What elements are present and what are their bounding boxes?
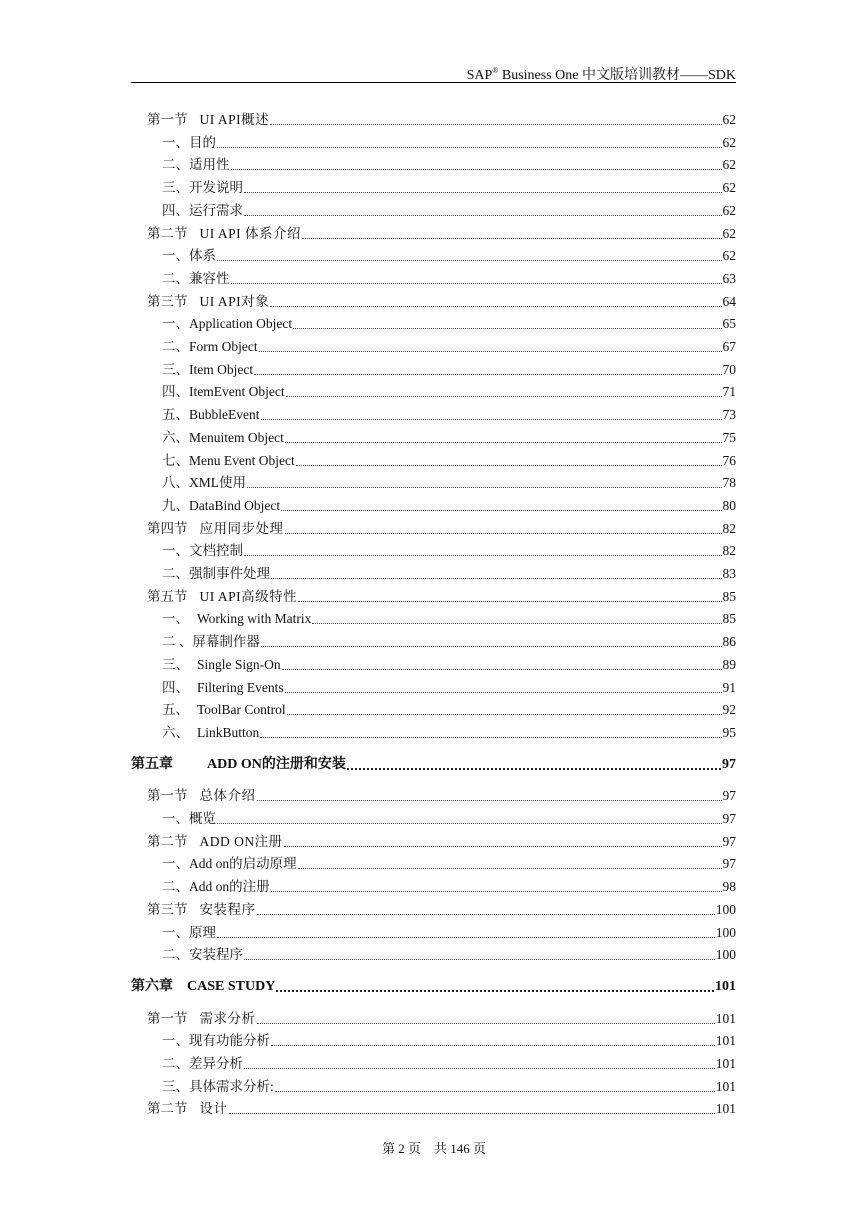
toc-leader-dots	[347, 767, 721, 770]
toc-entry-title: UI API概述	[199, 112, 270, 127]
toc-leader-dots	[247, 486, 722, 488]
toc-entry-page: 62	[722, 157, 736, 173]
toc-entry-number: 第二节	[147, 1101, 188, 1117]
toc-entry-number: 二、	[162, 157, 189, 173]
toc-entry-page: 71	[722, 384, 736, 400]
toc-entry[interactable]	[147, 516, 736, 538]
toc-entry[interactable]	[162, 851, 736, 873]
toc-entry-title: Item Object	[189, 361, 254, 377]
toc-entry-number: 二、	[162, 879, 189, 895]
toc-entry-number: 一、	[162, 316, 189, 332]
toc-entry[interactable]	[147, 1006, 736, 1028]
toc-entry-title: Add on的注册	[189, 879, 270, 895]
toc-entry[interactable]	[162, 675, 736, 697]
toc-entry-title: Filtering Events	[197, 679, 284, 695]
toc-leader-dots	[271, 1044, 715, 1046]
toc-entry-title: Single Sign-On	[197, 656, 281, 672]
toc-leader-dots	[302, 237, 721, 239]
toc-entry-title: 需求分析	[199, 1010, 256, 1026]
toc-entry-page: 76	[722, 452, 736, 468]
toc-entry-number: 一、	[162, 248, 189, 264]
toc-entry[interactable]	[162, 311, 736, 333]
toc-leader-dots	[296, 464, 722, 466]
toc-entry-page: 82	[722, 543, 736, 559]
toc-leader-dots	[282, 668, 722, 670]
toc-leader-dots	[261, 418, 722, 420]
toc-entry-page: 83	[722, 566, 736, 581]
toc-entry-page: 62	[722, 180, 736, 196]
toc-entry-number: 第三节	[147, 901, 188, 917]
toc-entry-title: XML使用	[189, 475, 246, 491]
toc-entry-page: 97	[722, 756, 736, 772]
toc-entry-page: 92	[722, 702, 736, 718]
toc-entry[interactable]	[162, 470, 736, 492]
toc-entry-title: Menuitem Object	[189, 429, 284, 445]
toc-entry[interactable]	[162, 198, 736, 220]
toc-entry[interactable]	[162, 493, 736, 515]
toc-entry-title: 总体介绍	[199, 788, 256, 804]
toc-entry-number: 第一节	[147, 1010, 188, 1026]
toc-entry[interactable]	[162, 652, 736, 674]
toc-entry-number: 六、	[162, 429, 189, 445]
toc-entry-number: 一、	[162, 856, 189, 872]
toc-entry-title: ADD ON注册	[199, 833, 283, 849]
toc-entry-page: 97	[722, 856, 736, 872]
toc-entry-page: 63	[722, 270, 736, 286]
toc-entry-number: 一、	[162, 811, 189, 826]
toc-entry-page: 62	[722, 134, 736, 150]
toc-leader-dots	[270, 305, 721, 307]
toc-entry-page: 91	[722, 679, 736, 695]
toc-leader-dots	[271, 890, 722, 892]
toc-entry[interactable]	[131, 752, 736, 774]
toc-entry[interactable]	[147, 783, 736, 805]
toc-leader-dots	[244, 191, 722, 193]
toc-entry-number: 二 、	[162, 634, 193, 650]
toc-entry[interactable]	[162, 629, 736, 651]
toc-entry-page: 101	[715, 978, 736, 994]
toc-entry-page: 101	[715, 1078, 736, 1094]
toc-leader-dots	[257, 799, 722, 801]
toc-entry-number: 第四节	[147, 520, 188, 536]
toc-entry-title: Add on的启动原理	[189, 856, 297, 872]
toc-entry-page: 89	[722, 656, 736, 672]
toc-entry-number: 五、	[162, 407, 189, 423]
toc-entry-page: 62	[722, 248, 736, 264]
toc-entry-number: 四、	[162, 202, 189, 218]
toc-leader-dots	[270, 123, 721, 125]
toc-entry-page: 85	[722, 588, 736, 604]
toc-leader-dots	[276, 989, 714, 992]
toc-entry[interactable]	[147, 289, 736, 311]
toc-entry-page: 78	[722, 475, 736, 491]
toc-entry-number: 第六章	[131, 978, 173, 994]
toc-entry-title: 安装程序	[199, 901, 256, 917]
toc-leader-dots	[286, 395, 722, 397]
toc-entry-title: 强制事件处理	[189, 566, 270, 581]
toc-entry[interactable]	[162, 357, 736, 379]
toc-entry[interactable]	[162, 130, 736, 152]
toc-entry[interactable]	[162, 152, 736, 174]
toc-entry-title: 应用同步处理	[199, 520, 284, 536]
toc-entry-number: 二、	[162, 1056, 189, 1071]
toc-entry[interactable]	[162, 1051, 736, 1073]
toc-entry-title: ToolBar Control	[197, 702, 286, 718]
toc-leader-dots	[244, 1067, 715, 1069]
toc-entry-title: 适用性	[189, 157, 230, 173]
toc-entry-page: 70	[722, 361, 736, 377]
toc-leader-dots	[231, 168, 722, 170]
toc-entry[interactable]	[162, 266, 736, 288]
toc-entry[interactable]	[147, 584, 736, 606]
toc-entry-title: 屏幕制作器	[192, 634, 260, 650]
toc-entry-number: 一、	[162, 611, 189, 627]
toc-entry-number: 三、	[162, 361, 189, 377]
toc-entry-number: 三、	[162, 656, 189, 672]
toc-entry[interactable]	[162, 175, 736, 197]
toc-entry-page: 101	[715, 1101, 736, 1117]
toc-entry-title: Menu Event Object	[189, 452, 295, 468]
toc-entry-number: 一、	[162, 543, 189, 559]
toc-leader-dots	[287, 713, 722, 715]
toc-entry[interactable]	[162, 538, 736, 560]
toc-leader-dots	[217, 146, 722, 148]
toc-entry-title: 设计	[199, 1101, 228, 1117]
toc-entry[interactable]	[131, 974, 736, 996]
toc-entry[interactable]	[162, 874, 736, 896]
toc-entry[interactable]	[162, 606, 736, 628]
toc-entry-page: 80	[722, 497, 736, 513]
toc-entry[interactable]	[162, 806, 736, 828]
toc-entry-page: 86	[722, 634, 736, 650]
toc-entry-title: DataBind Object	[189, 497, 281, 513]
toc-entry[interactable]	[162, 425, 736, 447]
toc-entry-title: UI API对象	[199, 293, 270, 309]
toc-entry-title: 运行需求	[189, 202, 243, 218]
toc-entry-title: LinkButton	[197, 724, 260, 740]
toc-entry-number: 九、	[162, 497, 189, 513]
toc-entry-page: 62	[722, 202, 736, 218]
toc-entry[interactable]	[162, 448, 736, 470]
toc-entry[interactable]	[162, 720, 736, 742]
toc-entry-title: Form Object	[189, 339, 258, 354]
toc-entry-number: 三、	[162, 180, 189, 196]
header-brand: SAP	[466, 68, 493, 83]
toc-entry[interactable]	[162, 402, 736, 424]
page-footer: 第 2 页 共 146 页	[381, 1141, 486, 1156]
toc-entry[interactable]	[162, 243, 736, 265]
toc-entry-page: 85	[722, 611, 736, 627]
toc-entry-page: 82	[722, 520, 736, 536]
toc-entry-page: 100	[715, 901, 736, 917]
toc-entry-number: 七、	[162, 452, 189, 468]
toc-entry-page: 73	[722, 407, 736, 423]
toc-leader-dots	[298, 867, 722, 869]
toc-entry-title: 现有功能分析	[189, 1033, 270, 1049]
toc-leader-dots	[285, 532, 722, 534]
toc-entry-title: 目的	[189, 134, 216, 150]
toc-entry-number: 二、	[162, 339, 189, 354]
toc-entry-number: 四、	[162, 679, 189, 695]
toc-leader-dots	[244, 214, 722, 216]
toc-leader-dots	[260, 736, 721, 738]
toc-entry-page: 62	[722, 225, 736, 241]
toc-leader-dots	[271, 577, 722, 579]
toc-entry-title: 差异分析	[189, 1056, 243, 1071]
toc-entry-number: 一、	[162, 1033, 189, 1049]
toc-entry-number: 三、	[162, 1078, 189, 1094]
toc-leader-dots	[261, 645, 722, 647]
toc-entry-number: 五、	[162, 702, 189, 718]
toc-leader-dots	[275, 1090, 715, 1092]
toc-entry-number: 二、	[162, 947, 189, 963]
toc-leader-dots	[217, 936, 715, 938]
toc-entry-page: 101	[715, 1056, 736, 1071]
toc-entry[interactable]	[147, 107, 736, 129]
toc-entry-page: 97	[722, 833, 736, 849]
toc-entry-title: 概览	[189, 811, 216, 826]
toc-entry[interactable]	[162, 561, 736, 583]
toc-entry-page: 100	[715, 947, 736, 963]
toc-leader-dots	[231, 282, 722, 284]
toc-entry-title: ItemEvent Object	[189, 384, 285, 400]
toc-entry-number: 二、	[162, 270, 189, 286]
toc-entry-page: 98	[722, 879, 736, 895]
toc-entry[interactable]	[162, 379, 736, 401]
header-title: Business One 中文版培训教材——SDK	[498, 68, 736, 83]
toc-entry-page: 62	[722, 112, 736, 127]
toc-entry-page: 65	[722, 316, 736, 332]
toc-leader-dots	[254, 373, 721, 375]
toc-leader-dots	[259, 350, 722, 352]
toc-entry-page: 97	[722, 788, 736, 804]
toc-entry-number: 一、	[162, 134, 189, 150]
toc-entry[interactable]	[147, 1096, 736, 1118]
toc-entry-title: Working with Matrix	[197, 611, 312, 627]
toc-leader-dots	[284, 845, 722, 847]
toc-entry-page: 75	[722, 429, 736, 445]
toc-entry-page: 100	[715, 924, 736, 940]
toc-entry[interactable]	[162, 920, 736, 942]
toc-entry-page: 67	[722, 339, 736, 354]
toc-entry-page: 64	[722, 293, 736, 309]
toc-entry-title: 体系	[189, 248, 216, 264]
toc-entry-page: 101	[715, 1010, 736, 1026]
toc-entry-title: CASE STUDY	[187, 978, 276, 994]
toc-entry-number: 第五章	[131, 756, 173, 772]
toc-entry-number: 第三节	[147, 293, 188, 309]
toc-leader-dots	[293, 327, 721, 329]
toc-entry[interactable]	[162, 942, 736, 964]
toc-leader-dots	[217, 259, 722, 261]
toc-entry-number: 一、	[162, 924, 189, 940]
toc-entry[interactable]	[162, 334, 736, 356]
toc-leader-dots	[257, 1022, 715, 1024]
toc-leader-dots	[281, 509, 721, 511]
toc-entry-title: 开发说明	[189, 180, 243, 196]
page-header	[131, 62, 736, 83]
toc-entry[interactable]	[162, 697, 736, 719]
toc-entry-number: 六、	[162, 724, 189, 740]
toc-leader-dots	[244, 554, 722, 556]
toc-entry-number: 八、	[162, 475, 189, 491]
toc-entry-number: 第二节	[147, 225, 188, 241]
toc-leader-dots	[257, 913, 715, 915]
toc-leader-dots	[217, 822, 722, 824]
toc-leader-dots	[312, 622, 721, 624]
toc-entry-title: 文档控制	[189, 543, 243, 559]
toc-entry-title: Application Object	[189, 316, 293, 332]
toc-entry-number: 二、	[162, 566, 189, 581]
toc-entry[interactable]	[162, 1074, 736, 1096]
toc-entry-page: 97	[722, 811, 736, 826]
toc-entry-title: 安装程序	[189, 947, 243, 963]
toc-leader-dots	[229, 1112, 715, 1114]
toc-entry-title: 具体需求分析:	[189, 1078, 274, 1094]
toc-leader-dots	[298, 600, 721, 602]
toc-entry-number: 四、	[162, 384, 189, 400]
toc-leader-dots	[244, 958, 715, 960]
toc-entry-number: 第一节	[147, 112, 188, 127]
toc-entry-title: BubbleEvent	[189, 407, 260, 423]
toc-entry-number: 第五节	[147, 588, 188, 604]
toc-entry[interactable]	[147, 221, 736, 243]
toc-entry[interactable]	[147, 829, 736, 851]
toc-leader-dots	[285, 691, 722, 693]
toc-entry-title: 原理	[189, 924, 216, 940]
toc-entry-title: UI API 体系介绍	[199, 225, 302, 241]
toc-entry-page: 101	[715, 1033, 736, 1049]
toc-entry[interactable]	[162, 1028, 736, 1050]
toc-entry-page: 95	[722, 724, 736, 740]
toc-entry-number: 第二节	[147, 833, 188, 849]
toc-entry[interactable]	[147, 897, 736, 919]
toc-entry-title: UI API高级特性	[199, 588, 298, 604]
registered-mark: ®	[492, 66, 499, 75]
toc-leader-dots	[285, 441, 722, 443]
toc-entry-title: 兼容性	[189, 270, 230, 286]
toc-entry-title: ADD ON的注册和安装	[207, 756, 346, 772]
toc-entry-number: 第一节	[147, 788, 188, 804]
